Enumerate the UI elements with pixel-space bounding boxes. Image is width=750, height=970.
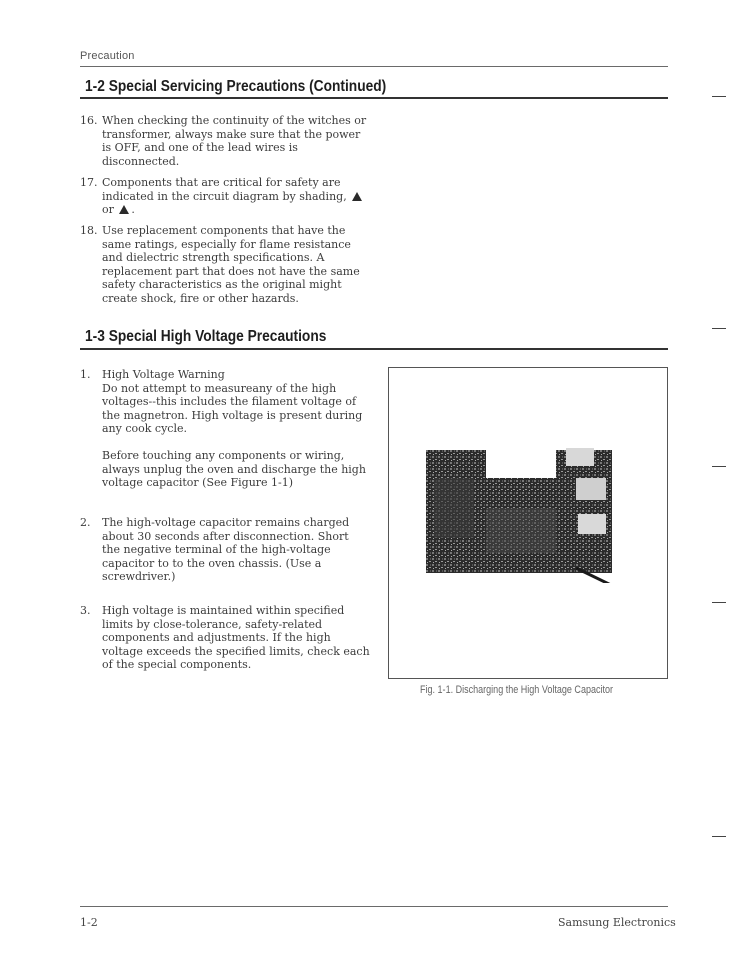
margin-mark: [712, 602, 726, 603]
margin-mark: [712, 836, 726, 837]
section-rule: [80, 97, 668, 99]
item-number: 18.: [80, 224, 98, 237]
item-text: .: [131, 203, 135, 217]
item-number: 2.: [80, 516, 91, 529]
list-item: [80, 516, 370, 584]
list-item: [80, 114, 370, 168]
section-title-high-voltage: 1-3 Special High Voltage Precautions: [85, 328, 327, 345]
item-text: High voltage is maintained within specified limits by close-tolerance, safety-related components and adjustments. If the high voltage exceeds the specified limits, check each of the special components.: [102, 604, 370, 672]
item-number: 3.: [80, 604, 91, 617]
list-item: [80, 368, 370, 490]
item-text: Components that are critical for safety are indicated in the circuit diagram by shading,: [102, 176, 347, 203]
footer-rule: [80, 906, 668, 907]
running-head: Precaution: [80, 50, 135, 62]
publisher-name: Samsung Electronics: [558, 916, 676, 929]
item-text: Do not attempt to measureany of the high voltages--this includes the filament voltage of the magnetron. High voltage is present during any cook cycle.: [102, 381, 363, 436]
margin-mark: [712, 328, 726, 329]
item-number: 1.: [80, 368, 91, 381]
warning-triangle-icon: [352, 192, 362, 201]
section-title-servicing: 1-2 Special Servicing Precautions (Continued): [85, 78, 387, 95]
item-number: 17.: [80, 176, 98, 189]
item-heading: High Voltage Warning: [102, 368, 225, 381]
page-number: 1-2: [80, 916, 98, 929]
item-text: Before touching any components or wiring, always unplug the oven and discharge the high voltage capacitor (See Figure 1-1): [102, 448, 366, 490]
figure-caption: Fig. 1-1. Discharging the High Voltage Capacitor: [420, 684, 614, 696]
item-text: The high-voltage capacitor remains charged about 30 seconds after disconnection. Short the negative terminal of the high-voltage capacitor to to the oven chassis. (Use a screwdriver.): [102, 516, 350, 584]
item-text: When checking the continuity of the witches or transformer, always make sure that the power is OFF, and one of the lead wires is disconnected.: [102, 114, 367, 168]
item-text: Use replacement components that have the same ratings, especially for flame resistance and dielectric strength specifications. A replacement part that does not have the same safety characteristics as the original might create shock, fire or other hazards.: [102, 224, 360, 305]
capacitor-discharge-photo: [426, 438, 612, 583]
item-text: or: [102, 203, 114, 217]
margin-mark: [712, 466, 726, 467]
list-item: [80, 604, 370, 672]
warning-triangle-icon: [119, 205, 129, 214]
section-rule: [80, 348, 668, 350]
margin-mark: [712, 96, 726, 97]
item-number: 16.: [80, 114, 98, 127]
list-item: [80, 224, 370, 306]
header-rule: [80, 66, 668, 67]
list-item: [80, 176, 370, 217]
